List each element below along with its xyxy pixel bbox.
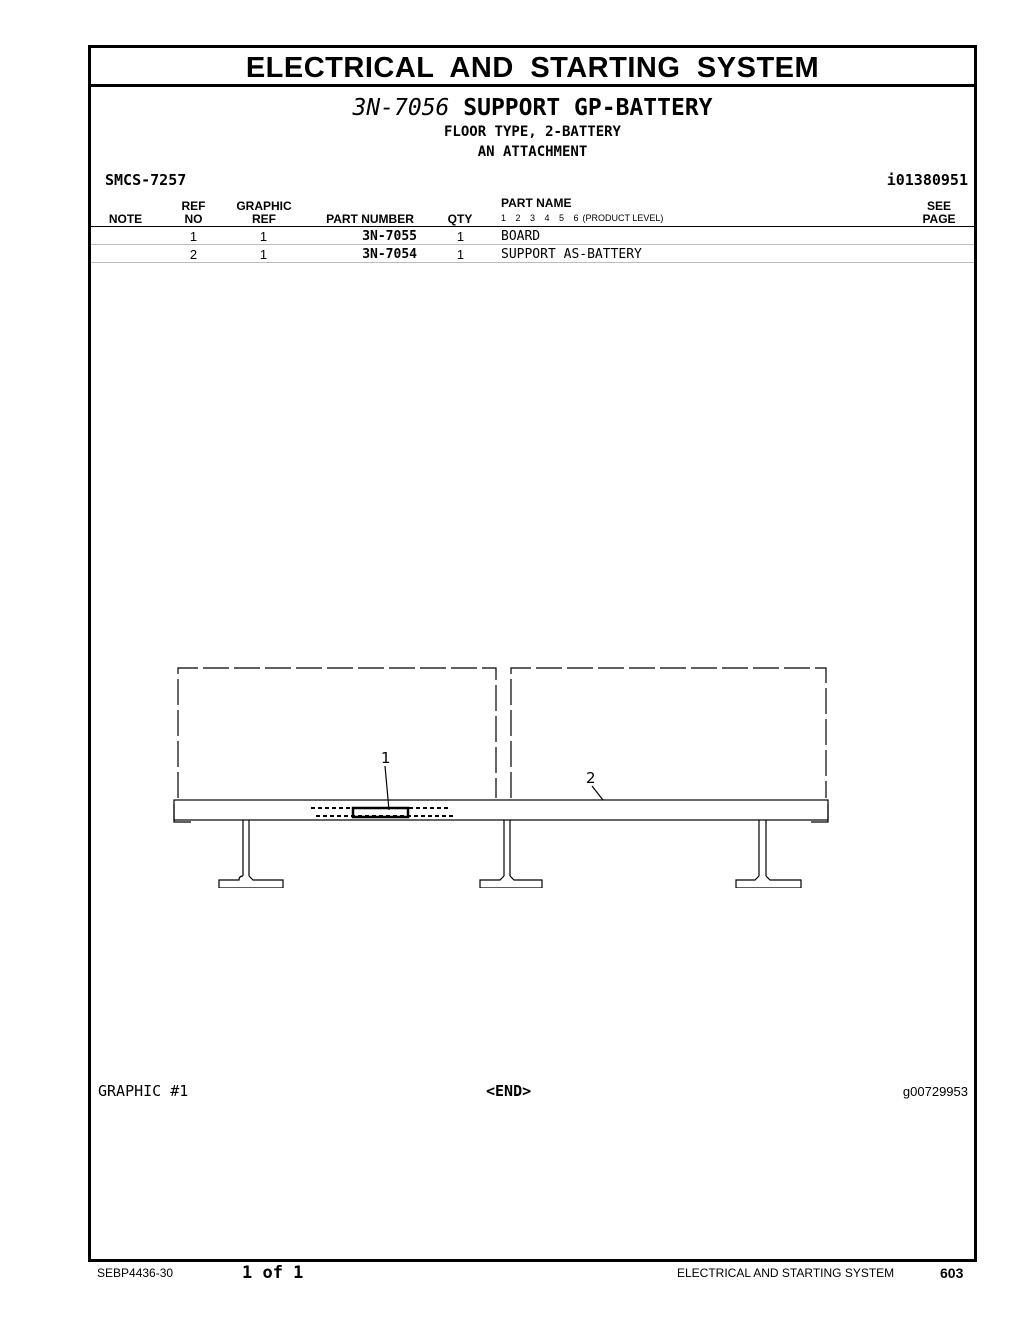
group-subtitle-2: AN ATTACHMENT	[477, 144, 588, 160]
graphic-label: GRAPHIC #1	[98, 1082, 189, 1100]
part-name: SUPPORT AS-BATTERY	[501, 247, 642, 262]
product-levels: 1 2 3 4 5 6 (PRODUCT LEVEL)	[501, 213, 664, 223]
battery-support-drawing	[171, 658, 841, 888]
qty: 1	[456, 229, 465, 244]
group-subtitle-1: FLOOR TYPE, 2-BATTERY	[443, 124, 621, 140]
battery-outline-left	[178, 668, 496, 798]
group-name: SUPPORT GP-BATTERY	[463, 95, 713, 121]
header-see-page: SEE PAGE	[922, 199, 956, 226]
ref-no: 1	[189, 229, 198, 244]
group-title	[91, 95, 974, 121]
part-number: 3N-7055	[362, 229, 417, 244]
header-qty: QTY	[447, 212, 473, 226]
page-number: 603	[940, 1265, 964, 1281]
header-ref-no: REF NO	[181, 199, 206, 226]
support-leg	[219, 820, 283, 888]
smcs-code: SMCS-7257	[105, 171, 187, 189]
callout-1: 1	[381, 749, 391, 767]
callout-leader-1	[385, 766, 389, 810]
qty: 1	[456, 247, 465, 262]
page-of: 1 of 1	[242, 1263, 304, 1283]
support-board	[174, 800, 828, 822]
ref-no: 2	[189, 247, 198, 262]
header-note: NOTE	[108, 212, 143, 226]
part-name: BOARD	[501, 229, 541, 244]
end-marker: <END>	[486, 1082, 532, 1100]
row-divider	[91, 262, 974, 263]
callout-2: 2	[586, 769, 596, 787]
footer-section: ELECTRICAL AND STARTING SYSTEM	[677, 1266, 895, 1280]
support-leg	[480, 820, 542, 888]
header-part-name: PART NAME	[501, 196, 572, 210]
info-id: i01380951	[886, 171, 968, 189]
graphic-ref: 1	[259, 229, 268, 244]
header-rule	[91, 226, 974, 227]
board-part	[311, 808, 456, 817]
graphic-ref: 1	[259, 247, 268, 262]
support-leg	[736, 820, 801, 888]
graphic-id: g00729953	[902, 1084, 968, 1099]
header-part-number: PART NUMBER	[326, 212, 414, 226]
row-divider	[91, 244, 974, 245]
callout-leader-2	[592, 786, 603, 800]
doc-number: SEBP4436-30	[97, 1266, 174, 1280]
part-number: 3N-7054	[362, 247, 417, 262]
header-graphic-ref: GRAPHIC REF	[236, 199, 292, 226]
page-frame	[88, 45, 977, 1262]
battery-outline-right	[511, 668, 826, 798]
section-title: ELECTRICAL AND STARTING SYSTEM	[91, 48, 974, 87]
group-part-number: 3N-7056	[352, 95, 450, 121]
